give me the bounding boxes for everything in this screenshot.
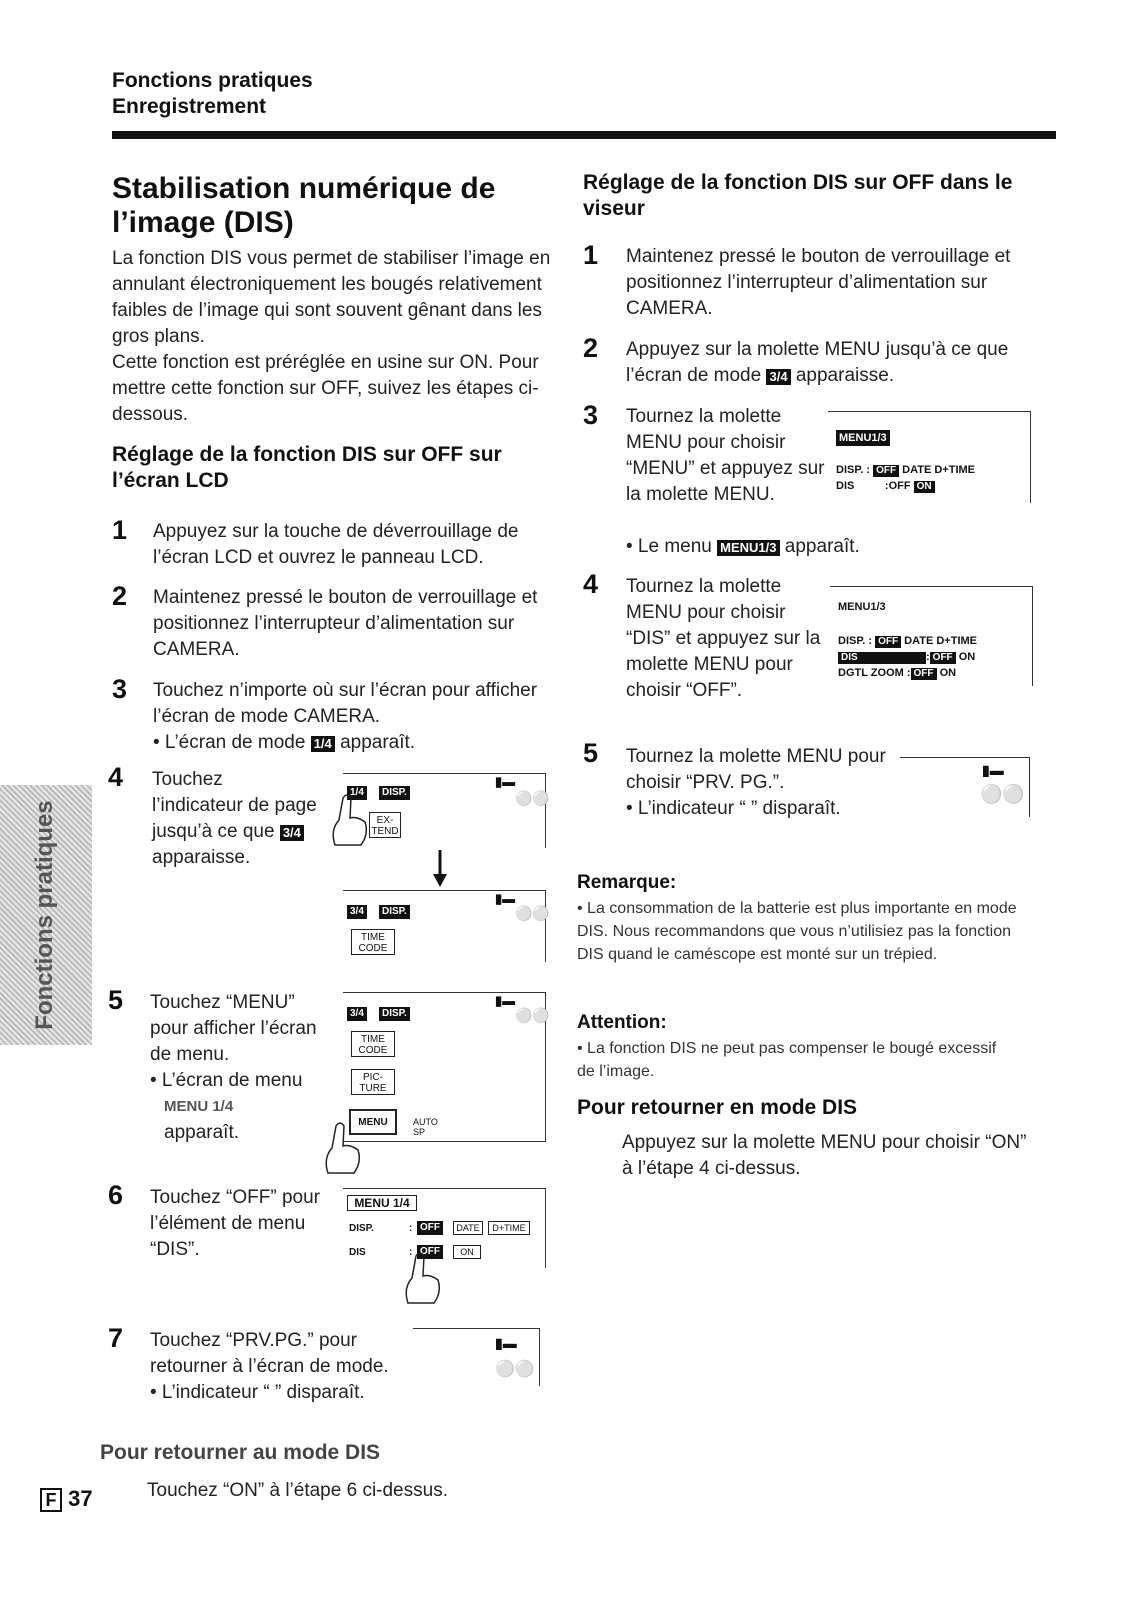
lcd-step-6-number: 6: [108, 1180, 124, 1210]
vf-zoom-on-option: ON: [939, 667, 957, 679]
lcd-step-4-text: Touchez l’indicateur de page jusqu’à ce que: [152, 769, 317, 842]
vf-step-5-bullet: • L’indicateur “ ” disparaît.: [626, 798, 841, 819]
vf-row-dis-label: DIS: [836, 480, 855, 492]
dis-on-option[interactable]: ON: [453, 1245, 481, 1259]
page-3-4-icon: 3/4: [280, 825, 304, 841]
lcd-step-5-text: Touchez “MENU” pour afficher l’écran de menu.: [150, 992, 317, 1065]
remarque-heading: Remarque:: [577, 872, 677, 893]
vf-menu-title: MENU1/3: [836, 430, 890, 446]
bullet-text: • Le menu: [626, 536, 712, 557]
language-letter: F: [40, 1488, 62, 1512]
vf-dis-on-option: ON: [914, 481, 935, 493]
page-footer: [40, 1486, 93, 1512]
lcd-step-7-text: Touchez “PRV.PG.” pour retourner à l’écran de mode.: [150, 1330, 389, 1377]
lcd-step-5-number: 5: [108, 985, 124, 1015]
disp-indicator[interactable]: DISP.: [379, 1007, 410, 1021]
vf-step-5: [626, 744, 886, 822]
vf-step-5-number: 5: [583, 738, 599, 768]
lcd-step-1-number: 1: [112, 515, 128, 545]
battery-icon: ▮▬: [495, 891, 516, 906]
vf-row-dis-label: DIS: [838, 652, 926, 664]
sp-label: SP: [413, 1127, 426, 1137]
bullet-text: • L’écran de mode: [153, 732, 306, 753]
touch-finger-icon: [325, 790, 375, 850]
vf-zoom-off-option: OFF: [911, 668, 937, 680]
lcd-return-text: Touchez “ON” à l’étape 6 ci-dessus.: [147, 1480, 448, 1501]
lcd-step-3-number: 3: [112, 674, 128, 704]
battery-icon: ▮▬: [495, 1335, 517, 1351]
vf-step-4-number: 4: [583, 569, 599, 599]
vf-row-disp-label: DISP. :: [836, 464, 871, 476]
disp-dtime-option[interactable]: D+TIME: [488, 1221, 530, 1235]
lcd-section-heading: Réglage de la fonction DIS sur OFF sur l’écran LCD: [112, 443, 502, 492]
lcd-step-7: [150, 1328, 400, 1406]
menu-row-dis-label: DIS: [349, 1247, 366, 1258]
lcd-step-4-number: 4: [108, 762, 124, 792]
attention-text: • La fonction DIS ne peut pas compenser le bougé excessif de l’image.: [577, 1040, 997, 1080]
lcd-step-6-text: Touchez “OFF” pour l’élément de menu “DIS”.: [150, 1187, 320, 1260]
header-rule: [112, 131, 1056, 139]
time-code-button[interactable]: TIME CODE: [351, 929, 395, 955]
cassette-icon: ⚪⚪: [515, 790, 550, 806]
vf-step-1-number: 1: [583, 240, 599, 270]
vf-step-2-text: Appuyez sur la molette MENU jusqu’à ce que l’écran de mode: [626, 339, 1009, 386]
lcd-step-2-number: 2: [112, 581, 128, 611]
page-1-4-icon: 1/4: [311, 736, 335, 752]
vf-menu-screen-2: [830, 586, 1033, 686]
vf-dis-off-option: :OFF: [884, 480, 911, 492]
menu-1-4-label: MENU 1/4: [164, 1098, 234, 1115]
lcd-step-5: [150, 990, 325, 1146]
battery-icon: ▮▬: [495, 993, 516, 1008]
header-line-2: Enregistrement: [112, 95, 267, 118]
page-indicator[interactable]: 3/4: [347, 905, 367, 919]
page-indicator[interactable]: 1/4: [347, 786, 367, 800]
vf-row-dgtl-zoom: [838, 667, 956, 680]
cassette-icon: ⚪⚪: [980, 784, 1025, 804]
disp-indicator[interactable]: DISP.: [379, 786, 410, 800]
menu-row-disp-colon: :: [409, 1223, 413, 1234]
lcd-screen-2: [343, 890, 550, 962]
menu-button[interactable]: MENU: [349, 1109, 397, 1135]
page-title: Stabilisation numérique de l’image (DIS): [112, 172, 496, 239]
vf-menu-screen-1: [828, 411, 1031, 503]
vf-disp-date-option: DATE: [904, 635, 934, 647]
bullet-text-end: apparaît.: [784, 536, 860, 557]
touch-finger-icon: [398, 1248, 448, 1308]
lcd-step-4-text-end: apparaisse.: [152, 847, 251, 868]
down-arrow-icon: [432, 850, 448, 888]
vf-step-3-bullet: [626, 534, 956, 560]
vf-section-heading: Réglage de la fonction DIS sur OFF dans le viseur: [583, 171, 1013, 220]
lcd-step-5-bullet-end: apparaît.: [164, 1122, 239, 1143]
lcd-step-1-text: Appuyez sur la touche de déverrouillage de l’écran LCD et ouvrez le panneau LCD.: [153, 521, 519, 568]
page-3-4-icon: 3/4: [766, 369, 790, 385]
lcd-step-3-text: Touchez n’importe où sur l’écran pour afficher l’écran de mode CAMERA.: [153, 680, 538, 727]
page-indicator[interactable]: 3/4: [347, 1007, 367, 1021]
vf-step-2: [626, 337, 1026, 389]
vf-disp-date-option: DATE: [902, 464, 932, 476]
cassette-icon: ⚪⚪: [495, 1361, 535, 1378]
dis-off-option[interactable]: OFF: [417, 1245, 443, 1259]
vf-step-3-text: Tournez la molette MENU pour choisir “MENU” et appuyez sur la molette MENU.: [626, 406, 825, 505]
page-number: 37: [68, 1486, 93, 1511]
vf-disp-dtime-option: D+TIME: [934, 464, 976, 476]
vf-disp-off-option: OFF: [875, 636, 901, 648]
vf-row-dis: DIS : OFF ON: [838, 651, 975, 664]
vf-row-disp: [838, 635, 977, 648]
intro-text: [112, 246, 557, 428]
vf-return-text: Appuyez sur la molette MENU pour choisir “ON” à l’étape 4 ci-dessus.: [622, 1132, 1027, 1179]
disp-off-option[interactable]: OFF: [417, 1221, 443, 1235]
side-tab-label: Fonctions pratiques: [31, 800, 58, 1030]
lcd-screen-mode: [413, 1328, 540, 1386]
cassette-icon: ⚪⚪: [515, 1007, 550, 1023]
vf-step-2-number: 2: [583, 333, 599, 363]
time-code-button[interactable]: TIME CODE: [351, 1031, 395, 1057]
extend-button[interactable]: EX-TEND: [369, 812, 401, 838]
bullet-text-end: apparaît.: [340, 732, 416, 753]
vf-step-4-text: Tournez la molette MENU pour choisir “DIS” et appuyez sur la molette MENU pour choisir “OFF”.: [626, 576, 821, 701]
intro-paragraph-2: Cette fonction est préréglée en usine sur ON. Pour mettre cette fonction sur OFF, suivez les étapes ci-dessous.: [112, 352, 539, 425]
vf-step-3-number: 3: [583, 400, 599, 430]
disp-indicator[interactable]: DISP.: [379, 905, 410, 919]
lcd-return-heading: Pour retourner au mode DIS: [100, 1441, 381, 1464]
menu-page-title: MENU 1/4: [347, 1195, 417, 1211]
lcd-step-3-bullet: [153, 730, 553, 756]
vf-row-dis: [836, 480, 935, 493]
vf-return-heading: Pour retourner en mode DIS: [577, 1096, 858, 1119]
vf-row-disp: [836, 464, 975, 477]
touch-finger-icon: [318, 1118, 368, 1178]
menu-row-disp-label: DISP.: [349, 1223, 374, 1234]
lcd-step-3: [153, 678, 553, 756]
lcd-step-7-number: 7: [108, 1323, 124, 1353]
auto-label: AUTO: [413, 1117, 438, 1127]
running-header: [112, 68, 313, 120]
header-line-1: Fonctions pratiques: [112, 69, 313, 92]
lcd-step-4: [152, 767, 317, 871]
intro-paragraph-1: La fonction DIS vous permet de stabiliser l’image en annulant électroniquement les bougés relativement faibles de l’image qui sont souvent gênant dans les gros plans.: [112, 248, 551, 347]
lcd-step-7-bullet: • L’indicateur “ ” disparaît.: [150, 1382, 365, 1403]
battery-icon: ▮▬: [495, 774, 516, 789]
vf-disp-off-option: OFF: [873, 465, 899, 477]
remarque-text: • La consommation de la batterie est plus importante en mode DIS. Nous recommandons que vous n’utilisiez pas la fonction DIS quand le caméscope est monté sur un trépied.: [577, 900, 1017, 963]
vf-row-disp-label: DISP. :: [838, 635, 873, 647]
vf-menu-title: MENU1/3: [838, 601, 886, 613]
menu-1-3-icon: MENU1/3: [717, 540, 779, 556]
attention-heading: Attention:: [577, 1012, 667, 1033]
vf-dis-on-option: ON: [958, 651, 976, 663]
lcd-step-2-text: Maintenez pressé le bouton de verrouillage et positionnez l’interrupteur d’alimentation sur CAMERA.: [153, 587, 538, 660]
battery-icon: ▮▬: [982, 762, 1004, 778]
vf-step-1-text: Maintenez pressé le bouton de verrouillage et positionnez l’interrupteur d’alimentation sur CAMERA.: [626, 246, 1011, 319]
vf-row-zoom-label: DGTL ZOOM :: [838, 667, 911, 679]
vf-step-5-text: Tournez la molette MENU pour choisir “PRV. PG.”.: [626, 746, 886, 793]
menu-row-dis-colon: :: [409, 1247, 413, 1258]
vf-step-2-text-end: apparaisse.: [795, 365, 895, 386]
picture-button[interactable]: PIC-TURE: [351, 1069, 395, 1095]
vf-disp-dtime-option: D+TIME: [936, 635, 978, 647]
cassette-icon: ⚪⚪: [515, 905, 550, 921]
disp-date-option[interactable]: DATE: [453, 1221, 483, 1235]
lcd-step-5-bullet: • L’écran de menu: [150, 1070, 303, 1091]
vf-mode-screen: [900, 757, 1030, 817]
vf-dis-off-option: OFF: [930, 652, 956, 664]
lcd-screen-3: [343, 992, 550, 1142]
